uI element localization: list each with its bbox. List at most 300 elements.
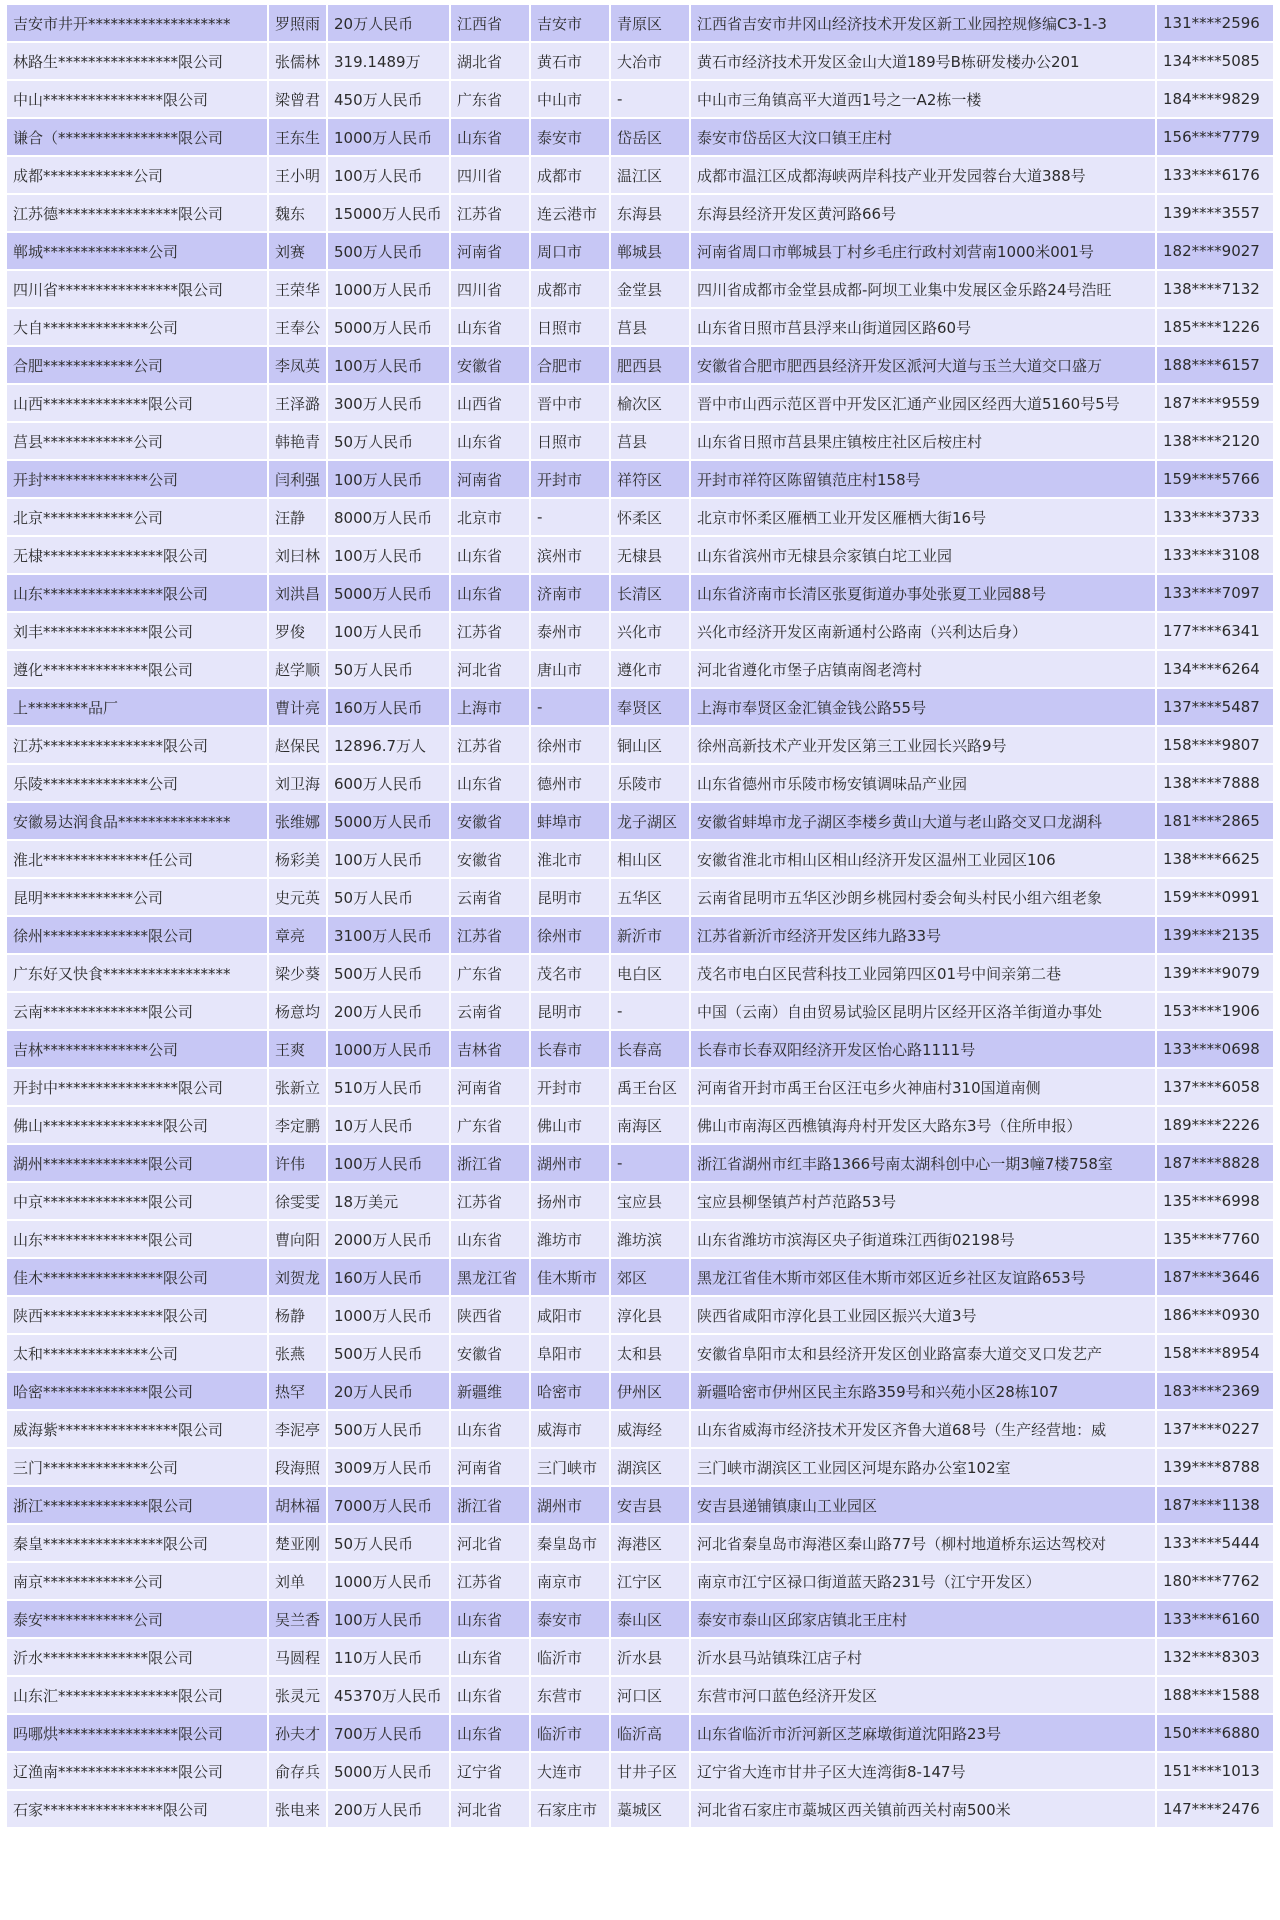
- legal-rep-cell: 杨彩美: [269, 841, 326, 877]
- address-cell: 黄石市经济技术开发区金山大道189号B栋研发楼办公201: [691, 43, 1155, 79]
- legal-rep-cell: 许伟: [269, 1145, 326, 1181]
- city-cell: 蚌埠市: [531, 803, 609, 839]
- address-cell: 安徽省蚌埠市龙子湖区李楼乡黄山大道与老山路交叉口龙湖科: [691, 803, 1155, 839]
- address-cell: 浙江省湖州市红丰路1366号南太湖科创中心一期3幢7楼758室: [691, 1145, 1155, 1181]
- registered-capital-cell: 100万人民币: [328, 1601, 449, 1637]
- legal-rep-cell: 杨静: [269, 1297, 326, 1333]
- company-name-cell: 陕西****************限公司: [7, 1297, 267, 1333]
- address-cell: 辽宁省大连市甘井子区大连湾街8-147号: [691, 1753, 1155, 1789]
- address-cell: 山东省滨州市无棣县佘家镇白坨工业园: [691, 537, 1155, 573]
- registered-capital-cell: 100万人民币: [328, 461, 449, 497]
- address-cell: 长春市长春双阳经济开发区怡心路1111号: [691, 1031, 1155, 1067]
- registered-capital-cell: 1000万人民币: [328, 1031, 449, 1067]
- registered-capital-cell: 20万人民币: [328, 5, 449, 41]
- company-name-cell: 沂水**************限公司: [7, 1639, 267, 1675]
- phone-cell: 158****9807: [1157, 727, 1273, 763]
- address-cell: 上海市奉贤区金汇镇金钱公路55号: [691, 689, 1155, 725]
- province-cell: 河南省: [451, 1449, 529, 1485]
- company-name-cell: 云南**************限公司: [7, 993, 267, 1029]
- legal-rep-cell: 热罕: [269, 1373, 326, 1409]
- district-cell: 湖滨区: [611, 1449, 689, 1485]
- table-row: [7, 1449, 1273, 1485]
- table-row: [7, 651, 1273, 687]
- legal-rep-cell: 胡林福: [269, 1487, 326, 1523]
- address-cell: 四川省成都市金堂县成都-阿坝工业集中发展区金乐路24号浩旺: [691, 271, 1155, 307]
- province-cell: 江苏省: [451, 1183, 529, 1219]
- district-cell: 乐陵市: [611, 765, 689, 801]
- phone-cell: 133****7097: [1157, 575, 1273, 611]
- company-name-cell: 谦合（****************限公司: [7, 119, 267, 155]
- city-cell: 唐山市: [531, 651, 609, 687]
- company-name-cell: 中山****************限公司: [7, 81, 267, 117]
- table-row: [7, 993, 1273, 1029]
- phone-cell: 139****2135: [1157, 917, 1273, 953]
- table-body: [7, 5, 1273, 1827]
- address-cell: 江西省吉安市井冈山经济技术开发区新工业园控规修编C3-1-3: [691, 5, 1155, 41]
- legal-rep-cell: 李泥亭: [269, 1411, 326, 1447]
- legal-rep-cell: 吴兰香: [269, 1601, 326, 1637]
- province-cell: 山东省: [451, 309, 529, 345]
- province-cell: 江苏省: [451, 917, 529, 953]
- city-cell: 扬州市: [531, 1183, 609, 1219]
- company-name-cell: 郸城**************公司: [7, 233, 267, 269]
- address-cell: 宝应县柳堡镇芦村芦范路53号: [691, 1183, 1155, 1219]
- company-name-cell: 泰安************公司: [7, 1601, 267, 1637]
- legal-rep-cell: 杨意均: [269, 993, 326, 1029]
- phone-cell: 187****1138: [1157, 1487, 1273, 1523]
- address-cell: 泰安市岱岳区大汶口镇王庄村: [691, 119, 1155, 155]
- city-cell: 三门峡市: [531, 1449, 609, 1485]
- address-cell: 陕西省咸阳市淳化县工业园区振兴大道3号: [691, 1297, 1155, 1333]
- city-cell: 威海市: [531, 1411, 609, 1447]
- city-cell: 泰安市: [531, 119, 609, 155]
- district-cell: 威海经: [611, 1411, 689, 1447]
- legal-rep-cell: 刘赛: [269, 233, 326, 269]
- city-cell: 佳木斯市: [531, 1259, 609, 1295]
- table-row: [7, 461, 1273, 497]
- company-name-cell: 乐陵**************公司: [7, 765, 267, 801]
- city-cell: 石家庄市: [531, 1791, 609, 1827]
- legal-rep-cell: 张燕: [269, 1335, 326, 1371]
- address-cell: 河北省秦皇岛市海港区秦山路77号（柳村地道桥东运达驾校对: [691, 1525, 1155, 1561]
- legal-rep-cell: 曹向阳: [269, 1221, 326, 1257]
- registered-capital-cell: 5000万人民币: [328, 803, 449, 839]
- province-cell: 广东省: [451, 81, 529, 117]
- address-cell: 晋中市山西示范区晋中开发区汇通产业园区经西大道5160号5号: [691, 385, 1155, 421]
- address-cell: 山东省济南市长清区张夏街道办事处张夏工业园88号: [691, 575, 1155, 611]
- phone-cell: 153****1906: [1157, 993, 1273, 1029]
- table-row: [7, 1297, 1273, 1333]
- company-name-cell: 山东汇****************限公司: [7, 1677, 267, 1713]
- registered-capital-cell: 3100万人民币: [328, 917, 449, 953]
- registered-capital-cell: 45370万人民币: [328, 1677, 449, 1713]
- province-cell: 山东省: [451, 1221, 529, 1257]
- table-row: [7, 879, 1273, 915]
- phone-cell: 139****3557: [1157, 195, 1273, 231]
- legal-rep-cell: 段海照: [269, 1449, 326, 1485]
- table-row: [7, 689, 1273, 725]
- province-cell: 江苏省: [451, 613, 529, 649]
- registered-capital-cell: 20万人民币: [328, 1373, 449, 1409]
- province-cell: 河北省: [451, 1791, 529, 1827]
- province-cell: 山东省: [451, 423, 529, 459]
- province-cell: 江苏省: [451, 195, 529, 231]
- registered-capital-cell: 200万人民币: [328, 993, 449, 1029]
- phone-cell: 185****1226: [1157, 309, 1273, 345]
- district-cell: 莒县: [611, 309, 689, 345]
- address-cell: 北京市怀柔区雁栖工业开发区雁栖大街16号: [691, 499, 1155, 535]
- table-row: [7, 1487, 1273, 1523]
- phone-cell: 133****3733: [1157, 499, 1273, 535]
- table-row: [7, 347, 1273, 383]
- legal-rep-cell: 梁少葵: [269, 955, 326, 991]
- phone-cell: 182****9027: [1157, 233, 1273, 269]
- address-cell: 中国（云南）自由贸易试验区昆明片区经开区洛羊街道办事处: [691, 993, 1155, 1029]
- legal-rep-cell: 张电来: [269, 1791, 326, 1827]
- table-row: [7, 1145, 1273, 1181]
- district-cell: 南海区: [611, 1107, 689, 1143]
- district-cell: 河口区: [611, 1677, 689, 1713]
- registered-capital-cell: 100万人民币: [328, 613, 449, 649]
- city-cell: 临沂市: [531, 1715, 609, 1751]
- table-row: [7, 43, 1273, 79]
- registered-capital-cell: 319.1489万: [328, 43, 449, 79]
- phone-cell: 188****6157: [1157, 347, 1273, 383]
- address-cell: 开封市祥符区陈留镇范庄村158号: [691, 461, 1155, 497]
- table-row: [7, 1373, 1273, 1409]
- phone-cell: 177****6341: [1157, 613, 1273, 649]
- legal-rep-cell: 王泽潞: [269, 385, 326, 421]
- company-name-cell: 吉安市井开*******************: [7, 5, 267, 41]
- phone-cell: 187****8828: [1157, 1145, 1273, 1181]
- province-cell: 江苏省: [451, 1563, 529, 1599]
- province-cell: 河北省: [451, 651, 529, 687]
- district-cell: 江宁区: [611, 1563, 689, 1599]
- company-name-cell: 江苏****************限公司: [7, 727, 267, 763]
- city-cell: 湖州市: [531, 1145, 609, 1181]
- company-name-cell: 石家****************限公司: [7, 1791, 267, 1827]
- legal-rep-cell: 闫利强: [269, 461, 326, 497]
- address-cell: 东海县经济开发区黄河路66号: [691, 195, 1155, 231]
- address-cell: 佛山市南海区西樵镇海舟村开发区大路东3号（住所申报）: [691, 1107, 1155, 1143]
- legal-rep-cell: 曹计亮: [269, 689, 326, 725]
- registered-capital-cell: 50万人民币: [328, 1525, 449, 1561]
- district-cell: 禹王台区: [611, 1069, 689, 1105]
- table-row: [7, 309, 1273, 345]
- legal-rep-cell: 罗照雨: [269, 5, 326, 41]
- company-name-cell: 吗哪烘****************限公司: [7, 1715, 267, 1751]
- address-cell: 徐州高新技术产业开发区第三工业园长兴路9号: [691, 727, 1155, 763]
- table-row: [7, 423, 1273, 459]
- registered-capital-cell: 600万人民币: [328, 765, 449, 801]
- company-name-cell: 安徽易达润食品***************: [7, 803, 267, 839]
- district-cell: 兴化市: [611, 613, 689, 649]
- table-row: [7, 537, 1273, 573]
- phone-cell: 133****6160: [1157, 1601, 1273, 1637]
- legal-rep-cell: 刘贺龙: [269, 1259, 326, 1295]
- district-cell: 长清区: [611, 575, 689, 611]
- phone-cell: 189****2226: [1157, 1107, 1273, 1143]
- phone-cell: 151****1013: [1157, 1753, 1273, 1789]
- registered-capital-cell: 50万人民币: [328, 423, 449, 459]
- city-cell: 连云港市: [531, 195, 609, 231]
- phone-cell: 183****2369: [1157, 1373, 1273, 1409]
- address-cell: 东营市河口蓝色经济开发区: [691, 1677, 1155, 1713]
- province-cell: 山东省: [451, 765, 529, 801]
- district-cell: 沂水县: [611, 1639, 689, 1675]
- company-name-cell: 中京**************限公司: [7, 1183, 267, 1219]
- table-row: [7, 119, 1273, 155]
- table-row: [7, 1715, 1273, 1751]
- phone-cell: 134****5085: [1157, 43, 1273, 79]
- phone-cell: 135****6998: [1157, 1183, 1273, 1219]
- company-name-cell: 太和**************公司: [7, 1335, 267, 1371]
- company-name-cell: 刘丰**************限公司: [7, 613, 267, 649]
- address-cell: 新疆哈密市伊州区民主东路359号和兴苑小区28栋107: [691, 1373, 1155, 1409]
- registered-capital-cell: 110万人民币: [328, 1639, 449, 1675]
- phone-cell: 158****8954: [1157, 1335, 1273, 1371]
- district-cell: 郸城县: [611, 233, 689, 269]
- district-cell: 藁城区: [611, 1791, 689, 1827]
- phone-cell: 133****5444: [1157, 1525, 1273, 1561]
- company-table-container: [5, 3, 1275, 1829]
- district-cell: 榆次区: [611, 385, 689, 421]
- district-cell: 五华区: [611, 879, 689, 915]
- table-row: [7, 81, 1273, 117]
- phone-cell: 138****2120: [1157, 423, 1273, 459]
- legal-rep-cell: 李凤英: [269, 347, 326, 383]
- city-cell: 成都市: [531, 157, 609, 193]
- table-row: [7, 1411, 1273, 1447]
- table-row: [7, 1183, 1273, 1219]
- district-cell: 金堂县: [611, 271, 689, 307]
- table-row: [7, 1525, 1273, 1561]
- company-name-cell: 莒县************公司: [7, 423, 267, 459]
- company-name-cell: 淮北**************任公司: [7, 841, 267, 877]
- city-cell: 晋中市: [531, 385, 609, 421]
- company-name-cell: 江苏德****************限公司: [7, 195, 267, 231]
- city-cell: 德州市: [531, 765, 609, 801]
- company-name-cell: 遵化**************限公司: [7, 651, 267, 687]
- province-cell: 陕西省: [451, 1297, 529, 1333]
- legal-rep-cell: 俞存兵: [269, 1753, 326, 1789]
- city-cell: 滨州市: [531, 537, 609, 573]
- legal-rep-cell: 张儒林: [269, 43, 326, 79]
- phone-cell: 133****3108: [1157, 537, 1273, 573]
- registered-capital-cell: 450万人民币: [328, 81, 449, 117]
- province-cell: 山东省: [451, 1715, 529, 1751]
- province-cell: 广东省: [451, 955, 529, 991]
- city-cell: 中山市: [531, 81, 609, 117]
- province-cell: 吉林省: [451, 1031, 529, 1067]
- phone-cell: 139****9079: [1157, 955, 1273, 991]
- company-name-cell: 上********品厂: [7, 689, 267, 725]
- city-cell: 济南市: [531, 575, 609, 611]
- phone-cell: 187****3646: [1157, 1259, 1273, 1295]
- legal-rep-cell: 韩艳青: [269, 423, 326, 459]
- phone-cell: 137****0227: [1157, 1411, 1273, 1447]
- phone-cell: 180****7762: [1157, 1563, 1273, 1599]
- province-cell: 新疆维: [451, 1373, 529, 1409]
- city-cell: 昆明市: [531, 879, 609, 915]
- legal-rep-cell: 张灵元: [269, 1677, 326, 1713]
- company-name-cell: 山西**************限公司: [7, 385, 267, 421]
- city-cell: 阜阳市: [531, 1335, 609, 1371]
- phone-cell: 134****6264: [1157, 651, 1273, 687]
- address-cell: 山东省临沂市沂河新区芝麻墩街道沈阳路23号: [691, 1715, 1155, 1751]
- legal-rep-cell: 魏东: [269, 195, 326, 231]
- company-name-cell: 昆明************公司: [7, 879, 267, 915]
- table-row: [7, 575, 1273, 611]
- table-row: [7, 1677, 1273, 1713]
- registered-capital-cell: 18万美元: [328, 1183, 449, 1219]
- company-name-cell: 北京************公司: [7, 499, 267, 535]
- legal-rep-cell: 张维娜: [269, 803, 326, 839]
- table-row: [7, 841, 1273, 877]
- legal-rep-cell: 王奉公: [269, 309, 326, 345]
- table-row: [7, 613, 1273, 649]
- legal-rep-cell: 楚亚刚: [269, 1525, 326, 1561]
- registered-capital-cell: 1000万人民币: [328, 119, 449, 155]
- district-cell: 太和县: [611, 1335, 689, 1371]
- table-row: [7, 1221, 1273, 1257]
- phone-cell: 133****6176: [1157, 157, 1273, 193]
- phone-cell: 184****9829: [1157, 81, 1273, 117]
- province-cell: 山西省: [451, 385, 529, 421]
- registered-capital-cell: 100万人民币: [328, 1145, 449, 1181]
- phone-cell: 159****5766: [1157, 461, 1273, 497]
- city-cell: 昆明市: [531, 993, 609, 1029]
- company-name-cell: 开封中****************限公司: [7, 1069, 267, 1105]
- district-cell: 祥符区: [611, 461, 689, 497]
- address-cell: 茂名市电白区民营科技工业园第四区01号中间亲第二巷: [691, 955, 1155, 991]
- city-cell: 合肥市: [531, 347, 609, 383]
- registered-capital-cell: 100万人民币: [328, 157, 449, 193]
- table-row: [7, 271, 1273, 307]
- city-cell: 东营市: [531, 1677, 609, 1713]
- city-cell: 徐州市: [531, 917, 609, 953]
- district-cell: 伊州区: [611, 1373, 689, 1409]
- registered-capital-cell: 500万人民币: [328, 955, 449, 991]
- province-cell: 江西省: [451, 5, 529, 41]
- legal-rep-cell: 王东生: [269, 119, 326, 155]
- city-cell: 日照市: [531, 423, 609, 459]
- registered-capital-cell: 1000万人民币: [328, 271, 449, 307]
- phone-cell: 188****1588: [1157, 1677, 1273, 1713]
- table-row: [7, 1107, 1273, 1143]
- district-cell: 岱岳区: [611, 119, 689, 155]
- registered-capital-cell: 300万人民币: [328, 385, 449, 421]
- address-cell: 中山市三角镇高平大道西1号之一A2栋一楼: [691, 81, 1155, 117]
- phone-cell: 139****8788: [1157, 1449, 1273, 1485]
- legal-rep-cell: 徐雯雯: [269, 1183, 326, 1219]
- address-cell: 山东省日照市莒县浮来山街道园区路60号: [691, 309, 1155, 345]
- city-cell: 茂名市: [531, 955, 609, 991]
- province-cell: 安徽省: [451, 347, 529, 383]
- company-name-cell: 徐州**************限公司: [7, 917, 267, 953]
- phone-cell: 181****2865: [1157, 803, 1273, 839]
- table-row: [7, 803, 1273, 839]
- registered-capital-cell: 700万人民币: [328, 1715, 449, 1751]
- company-name-cell: 合肥************公司: [7, 347, 267, 383]
- registered-capital-cell: 12896.7万人: [328, 727, 449, 763]
- phone-cell: 138****7132: [1157, 271, 1273, 307]
- registered-capital-cell: 50万人民币: [328, 651, 449, 687]
- province-cell: 山东省: [451, 1601, 529, 1637]
- registered-capital-cell: 100万人民币: [328, 841, 449, 877]
- district-cell: 奉贤区: [611, 689, 689, 725]
- company-name-cell: 三门**************公司: [7, 1449, 267, 1485]
- city-cell: -: [531, 689, 609, 725]
- address-cell: 河南省开封市禹王台区汪屯乡火神庙村310国道南侧: [691, 1069, 1155, 1105]
- company-name-cell: 吉林**************公司: [7, 1031, 267, 1067]
- city-cell: 泰州市: [531, 613, 609, 649]
- province-cell: 四川省: [451, 157, 529, 193]
- table-row: [7, 1069, 1273, 1105]
- address-cell: 泰安市泰山区邱家店镇北王庄村: [691, 1601, 1155, 1637]
- address-cell: 黑龙江省佳木斯市郊区佳木斯市郊区近乡社区友谊路653号: [691, 1259, 1155, 1295]
- province-cell: 云南省: [451, 879, 529, 915]
- province-cell: 安徽省: [451, 803, 529, 839]
- district-cell: 青原区: [611, 5, 689, 41]
- province-cell: 山东省: [451, 1639, 529, 1675]
- table-row: [7, 765, 1273, 801]
- district-cell: 临沂高: [611, 1715, 689, 1751]
- district-cell: 无棣县: [611, 537, 689, 573]
- city-cell: 佛山市: [531, 1107, 609, 1143]
- legal-rep-cell: 张新立: [269, 1069, 326, 1105]
- district-cell: 电白区: [611, 955, 689, 991]
- company-name-cell: 广东好又快食*****************: [7, 955, 267, 991]
- city-cell: 吉安市: [531, 5, 609, 41]
- address-cell: 安徽省阜阳市太和县经济开发区创业路富泰大道交叉口发艺产: [691, 1335, 1155, 1371]
- table-row: [7, 1259, 1273, 1295]
- registered-capital-cell: 500万人民币: [328, 1335, 449, 1371]
- legal-rep-cell: 李定鹏: [269, 1107, 326, 1143]
- city-cell: 泰安市: [531, 1601, 609, 1637]
- table-row: [7, 5, 1273, 41]
- company-name-cell: 山东**************限公司: [7, 1221, 267, 1257]
- phone-cell: 186****0930: [1157, 1297, 1273, 1333]
- city-cell: 长春市: [531, 1031, 609, 1067]
- registered-capital-cell: 7000万人民币: [328, 1487, 449, 1523]
- province-cell: 山东省: [451, 1411, 529, 1447]
- phone-cell: 159****0991: [1157, 879, 1273, 915]
- table-row: [7, 1601, 1273, 1637]
- district-cell: 泰山区: [611, 1601, 689, 1637]
- district-cell: 潍坊滨: [611, 1221, 689, 1257]
- company-name-cell: 佳木****************限公司: [7, 1259, 267, 1295]
- district-cell: 相山区: [611, 841, 689, 877]
- registered-capital-cell: 8000万人民币: [328, 499, 449, 535]
- registered-capital-cell: 10万人民币: [328, 1107, 449, 1143]
- table-row: [7, 499, 1273, 535]
- province-cell: 安徽省: [451, 841, 529, 877]
- phone-cell: 137****5487: [1157, 689, 1273, 725]
- district-cell: 肥西县: [611, 347, 689, 383]
- address-cell: 兴化市经济开发区南新通村公路南（兴利达后身）: [691, 613, 1155, 649]
- province-cell: 辽宁省: [451, 1753, 529, 1789]
- province-cell: 浙江省: [451, 1145, 529, 1181]
- registered-capital-cell: 510万人民币: [328, 1069, 449, 1105]
- province-cell: 广东省: [451, 1107, 529, 1143]
- city-cell: 成都市: [531, 271, 609, 307]
- district-cell: 温江区: [611, 157, 689, 193]
- phone-cell: 135****7760: [1157, 1221, 1273, 1257]
- legal-rep-cell: 赵学顺: [269, 651, 326, 687]
- company-name-cell: 四川省****************限公司: [7, 271, 267, 307]
- city-cell: 淮北市: [531, 841, 609, 877]
